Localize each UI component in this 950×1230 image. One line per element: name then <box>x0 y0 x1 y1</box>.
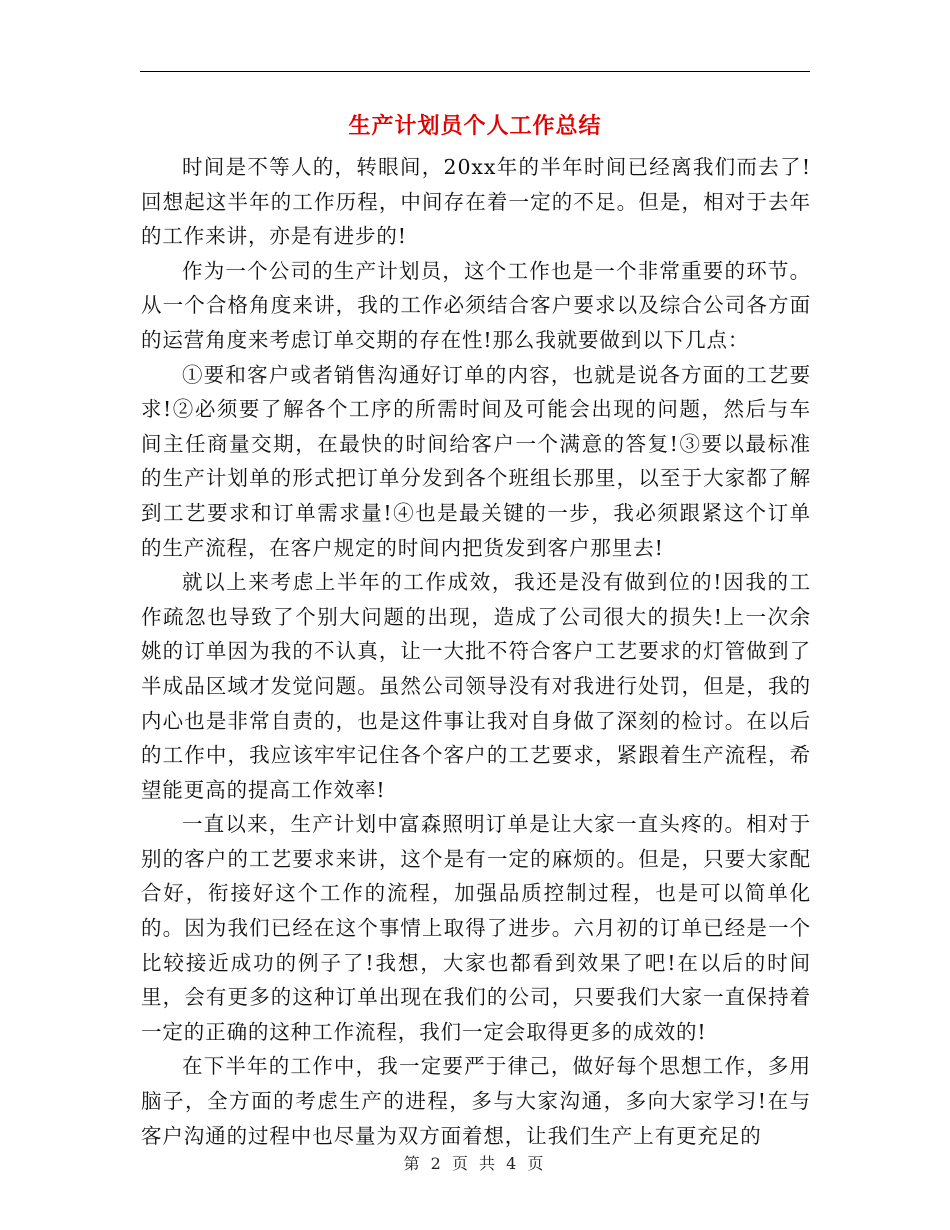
paragraph-5: 一直以来，生产计划中富森照明订单是让大家一直头疼的。相对于别的客户的工艺要求来讲，这个是有一定的麻烦的。但是，只要大家配合好，衔接好这个工作的流程，加强品质控制过程，也是可以简单化的。因为我们已经在这个事情上取得了进步。六月初的订单已经是一个比较接近成功的例子了!我想，大家也都看到效果了吧!在以后的时间里，会有更多的这种订单出现在我们的公司，只要我们大家一直保持着一定的正确的这种工作流程，我们一定会取得更多的成效的! <box>141 812 811 1044</box>
paragraph-3: ①要和客户或者销售沟通好订单的内容，也就是说各方面的工艺要求!②必须要了解各个工序的所需时间及可能会出现的问题，然后与车间主任商量交期，在最快的时间给客户一个满意的答复!③要以最标准的生产计划单的形式把订单分发到各个班组长那里，以至于大家都了解到工艺要求和订单需求量!④也是最关键的一步，我必须跟紧这个订单的生产流程，在客户规定的时间内把货发到客户那里去! <box>141 362 811 560</box>
paragraph-1: 时间是不等人的，转眼间，20xx年的半年时间已经离我们而去了!回想起这半年的工作历程，中间存在着一定的不足。但是，相对于去年的工作来讲，亦是有进步的! <box>141 155 811 249</box>
document-body <box>141 150 811 1153</box>
paragraph-4: 就以上来考虑上半年的工作成效，我还是没有做到位的!因我的工作疏忽也导致了个别大问题的出现，造成了公司很大的损失!上一次余姚的订单因为我的不认真，让一大批不符合客户工艺要求的灯管做到了半成品区域才发觉问题。虽然公司领导没有对我进行处罚，但是，我的内心也是非常自责的，也是这件事让我对自身做了深刻的检讨。在以后的工作中，我应该牢牢记住各个客户的工艺要求，紧跟着生产流程，希望能更高的提高工作效率! <box>141 570 811 802</box>
document-title: 生产计划员个人工作总结 <box>348 113 602 139</box>
paragraph-2: 作为一个公司的生产计划员，这个工作也是一个非常重要的环节。从一个合格角度来讲，我的工作必须结合客户要求以及综合公司各方面的运营角度来考虑订单交期的存在性!那么我就要做到以下几点： <box>141 258 811 352</box>
paragraph-6: 在下半年的工作中，我一定要严于律己，做好每个思想工作，多用脑子，全方面的考虑生产的进程，多与大家沟通，多向大家学习!在与客户沟通的过程中也尽量为双方面着想，让我们生产上有更充足的 <box>141 1054 811 1148</box>
page-number-footer: 第 2 页 共 4 页 <box>403 1154 547 1173</box>
header-rule <box>140 71 810 72</box>
